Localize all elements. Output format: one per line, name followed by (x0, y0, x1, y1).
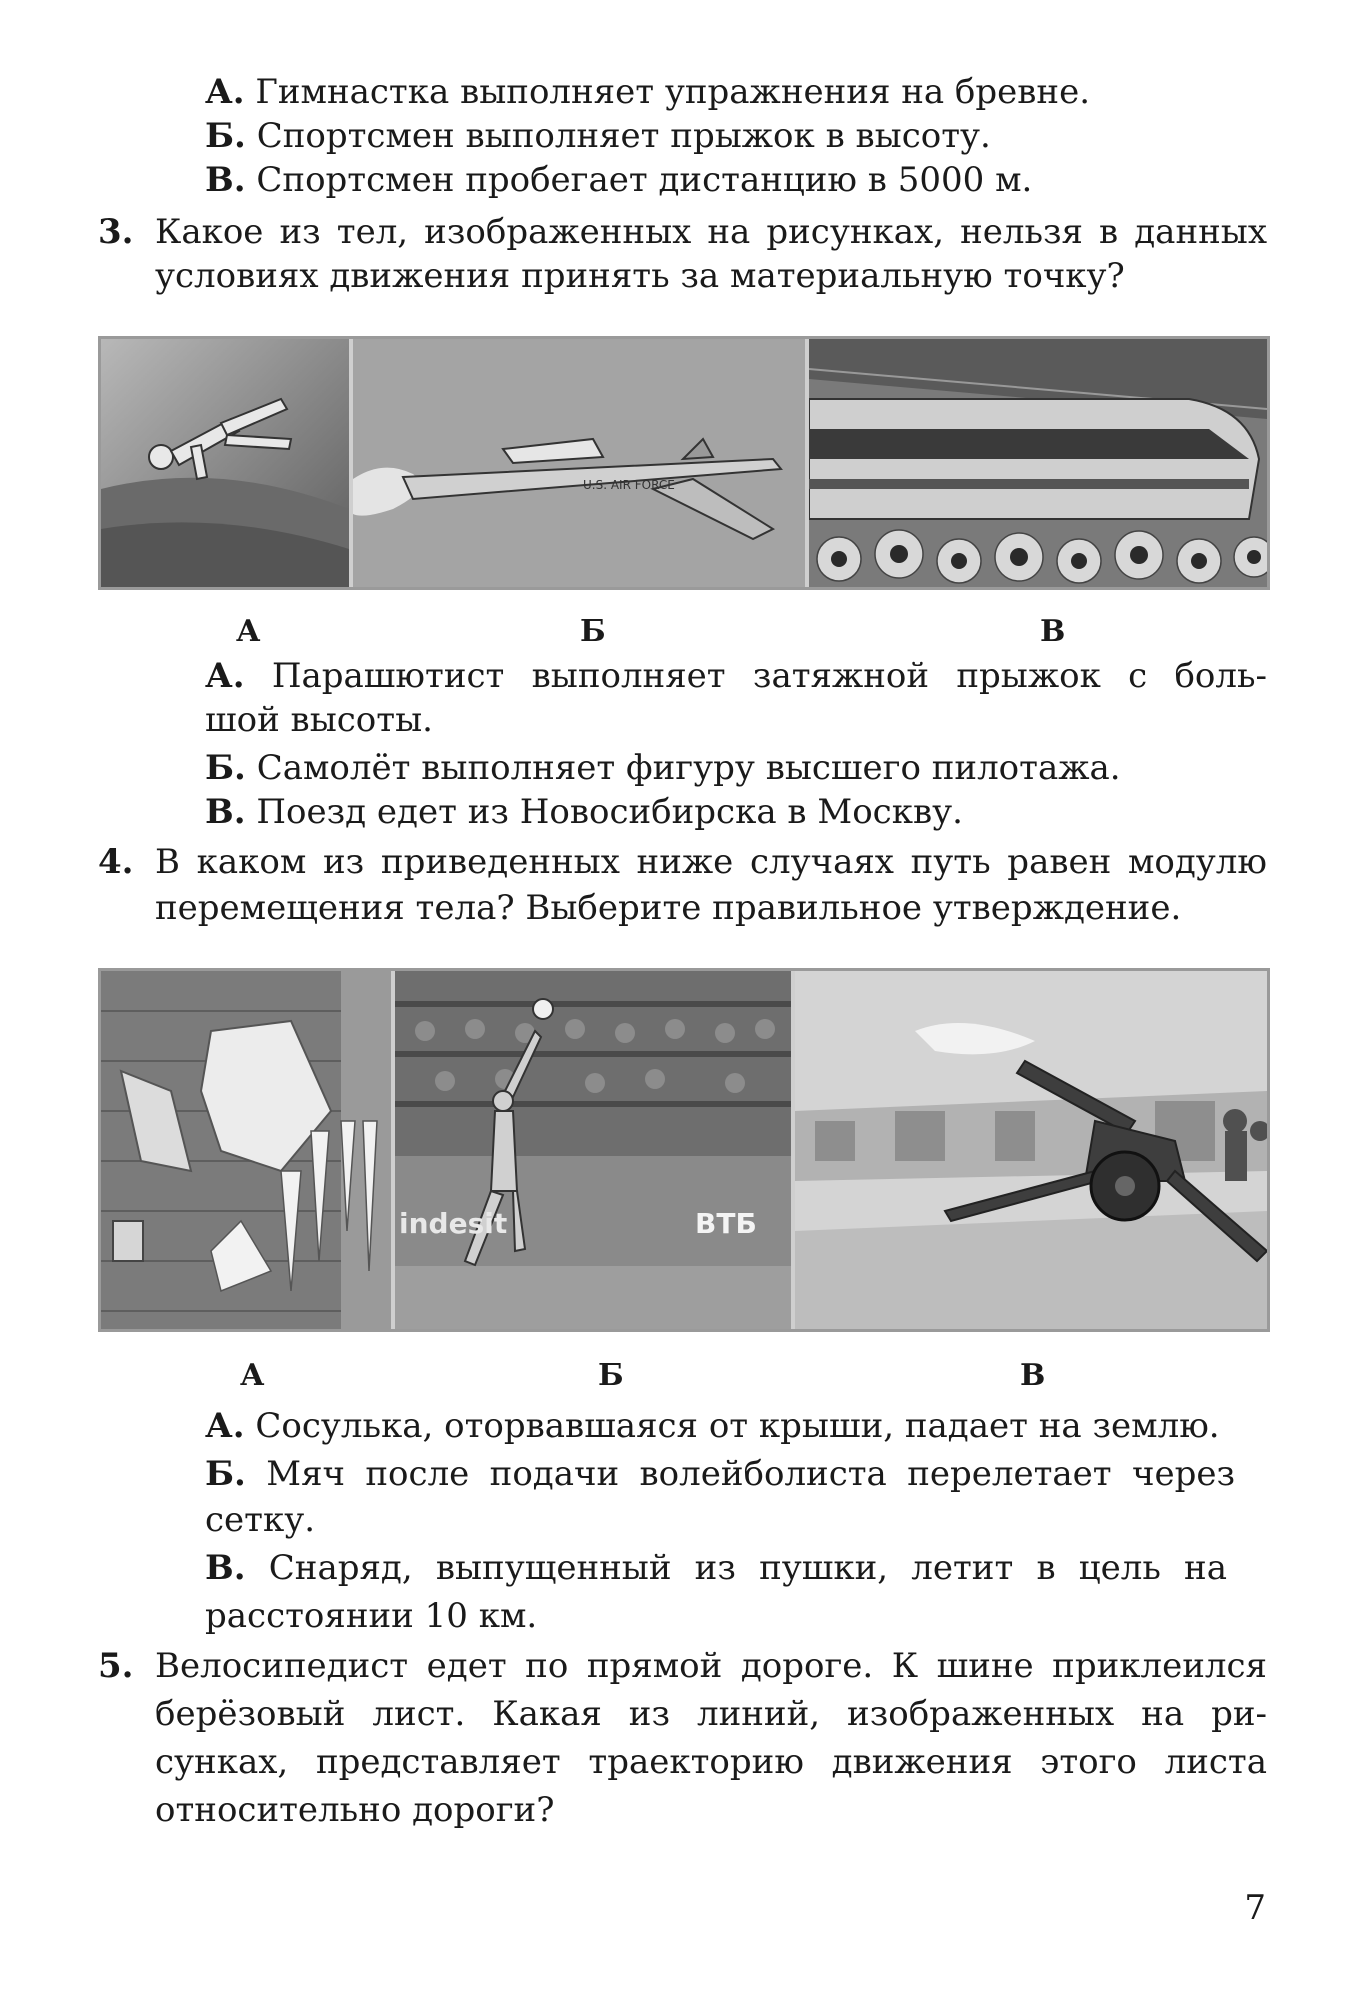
option-text: Спортсмен выполняет прыжок в высоту. (256, 116, 991, 156)
q3-caption-a: А (236, 614, 261, 649)
option-text: Снаряд, выпущенный из пушки, летит в цель на (268, 1548, 1227, 1588)
option-letter: Б. (205, 748, 246, 788)
option-letter: В. (205, 792, 246, 832)
q5-text-line-3: сунках, представляет траекторию движения этого листа (155, 1742, 1267, 1782)
q3-caption-c: В (1040, 614, 1066, 649)
q4-text-line-1: В каком из приведенных ниже случаях путь равен модулю (155, 842, 1267, 882)
skydiver-photo (101, 339, 349, 587)
option-letter: Б. (205, 1454, 246, 1494)
q4-option-b-line-2: сетку. (205, 1500, 316, 1540)
q3-text-line-1: Какое из тел, изображенных на рисунках, нельзя в данных (155, 212, 1267, 252)
svg-text:U.S. AIR FORCE: U.S. AIR FORCE (583, 478, 675, 492)
sponsor-banner-indesit: indesit (399, 1207, 508, 1240)
q4-caption-c: В (1020, 1358, 1046, 1393)
option-text: Мяч после подачи волейболиста перелетает через (266, 1454, 1236, 1494)
q3-option-c (205, 790, 963, 834)
q4-text-line-2: перемещения тела? Выберите правильное утверждение. (155, 888, 1182, 928)
q3-caption-b: Б (580, 614, 606, 649)
option-text: Парашютист выполняет затяжной прыжок с боль- (271, 656, 1267, 696)
q3-text-line-2: условиях движения принять за материальную точку? (155, 256, 1125, 296)
q4-option-c-line-1 (205, 1546, 1227, 1590)
q4-option-a (205, 1404, 1220, 1448)
q2-option-b (205, 114, 991, 158)
sponsor-banner-vtb: ВТБ (695, 1207, 757, 1240)
option-letter: А. (205, 72, 245, 112)
option-text: Гимнастка выполняет упражнения на бревне. (255, 72, 1091, 112)
q2-option-a (205, 70, 1090, 114)
q4-photo-strip (98, 968, 1270, 1332)
option-text: Спортсмен пробегает дистанцию в 5000 м. (256, 160, 1033, 200)
falling-icicles-photo (101, 971, 391, 1329)
q4-option-b-line-1 (205, 1452, 1235, 1496)
option-letter: А. (205, 656, 245, 696)
q5-number: 5. (98, 1646, 134, 1686)
option-letter: Б. (205, 116, 246, 156)
option-letter: В. (205, 1548, 246, 1588)
q3-photo-strip (98, 336, 1270, 590)
q4-number: 4. (98, 842, 134, 882)
q3-number: 3. (98, 212, 134, 252)
q5-text-line-1: Велосипедист едет по прямой дороге. К шине приклеился (155, 1646, 1267, 1686)
q3-option-b (205, 746, 1121, 790)
high-speed-train-photo (809, 339, 1267, 587)
aerobatic-jet-photo (353, 339, 805, 587)
option-text: Поезд едет из Новосибирска в Москву. (256, 792, 963, 832)
volleyball-serve-photo (395, 971, 791, 1329)
option-letter: А. (205, 1406, 245, 1446)
option-text: Самолёт выполняет фигуру высшего пилотажа. (256, 748, 1121, 788)
q3-option-a-line-1 (205, 654, 1267, 698)
q4-option-c-line-2: расстоянии 10 км. (205, 1596, 538, 1636)
q4-caption-b: Б (598, 1358, 624, 1393)
q5-text-line-2: берёзовый лист. Какая из линий, изображенных на ри- (155, 1694, 1267, 1734)
q2-option-c (205, 158, 1032, 202)
q3-option-a-line-2: шой высоты. (205, 700, 433, 740)
artillery-cannon-photo (795, 971, 1267, 1329)
page-number: 7 (1244, 1888, 1266, 1928)
option-letter: В. (205, 160, 246, 200)
option-text: Сосулька, оторвавшаяся от крыши, падает на землю. (255, 1406, 1220, 1446)
q5-text-line-4: относительно дороги? (155, 1790, 555, 1830)
q4-caption-a: А (240, 1358, 265, 1393)
